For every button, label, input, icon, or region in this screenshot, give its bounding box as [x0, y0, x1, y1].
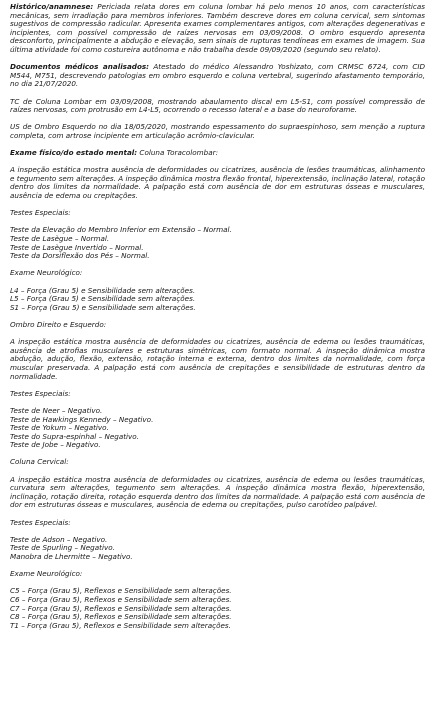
list-item: Teste de Adson – Negativo. — [10, 534, 108, 544]
cervical-testes-label: Testes Especiais: — [10, 517, 71, 527]
ombro-testes-label: Testes Especiais: — [10, 388, 71, 398]
list-item: T1 – Força (Grau 5), Reflexos e Sensibilidade sem alterações. — [10, 620, 231, 630]
ombro-title: Ombro Direito e Esquerdo: — [10, 319, 107, 329]
ombro-inspecao: A inspeção estática mostra ausência de deformidades ou cicatrizes, ausência de edema ou lesões traumáticas, ausência de atrofias musculares e estruturas simétricas, com formato normal. A inspeção dinâmica mostra abdução, adução, flexão, extensão, rotação interna e externa, dentro dos limites da normalidade, com força muscular preservada. A palpação está com ausência de crepitações e sensibilidade de estruturas dentro da normalidade. — [10, 337, 425, 381]
exame-text: Coluna Toracolombar: — [137, 148, 218, 158]
historico-paragraph — [10, 3, 425, 55]
list-item: Teste de Hawkings Kennedy – Negativo. — [10, 414, 154, 424]
list-item: L5 – Força (Grau 5) e Sensibilidade sem alterações. — [10, 294, 196, 304]
list-item: S1 – Força (Grau 5) e Sensibilidade sem alterações. — [10, 302, 196, 312]
list-item: Teste da Elevação do Membro Inferior em Extensão – Normal. — [10, 225, 232, 235]
us-paragraph: US de Ombro Esquerdo no dia 18/05/2020, mostrando espessamento do supraespinhoso, sem menção a ruptura completa, com artrose incipiente em articulação acrômio-clavicular. — [10, 122, 425, 140]
historico-text: Periciada relata dores em coluna lombar há pelo menos 10 anos, com características mecânicas, sem irradiação para membros inferiores. Também descreve dores em coluna cervical, sem sintomas sugestivos de compressão radicular. Apresenta exames complementares antigos, com alterações degenerativas e incipientes, com possível compressão de raízes nervosas em 03/09/2008. O ombro esquerdo apresenta desconforto, principalmente a abdução e elevação, sem sinais de rupturas tendíneas em exames de imagem. Sua última atividade foi como costureira autônoma e não trabalha desde 09/09/2020 (segundo seu relato). — [10, 2, 425, 54]
list-item: C7 – Força (Grau 5), Reflexos e Sensibilidade sem alterações. — [10, 603, 232, 613]
list-item: Manobra de Lhermitte – Negativo. — [10, 552, 133, 561]
list-item: Teste de Lasègue Invertido – Normal. — [10, 242, 144, 252]
list-item: Teste de Lasègue – Normal. — [10, 234, 110, 244]
list-item: Teste de Neer – Negativo. — [10, 405, 103, 415]
list-item: C8 – Força (Grau 5), Reflexos e Sensibilidade sem alterações. — [10, 612, 232, 622]
list-item: Teste do Supra-espinhal – Negativo. — [10, 431, 139, 441]
toracolombar-inspecao: A inspeção estática mostra ausência de deformidades ou cicatrizes, ausência de lesões traumáticas, alinhamento e tegumento sem alterações. A inspeção dinâmica mostra flexão frontal, hiperextensão, inclinação lateral, rotação dentro dos limites da normalidade. A palpação está com ausência de dor em estruturas ósseas e musculares, ausência de edema ou crepitações. — [10, 165, 425, 201]
list-item: Teste da Dorsiflexão dos Pés – Normal. — [10, 251, 150, 261]
tc-paragraph: TC de Coluna Lombar em 03/09/2008, mostrando abaulamento discal em L5-S1, com possível compressão de raízes nervosas, com protrusão em L4-L5, ocorrendo o recesso lateral e a base do neuroforame. — [10, 96, 425, 115]
toracolombar-testes-label: Testes Especiais: — [10, 208, 71, 218]
documentos-label: Documentos médicos analisados: — [10, 62, 150, 72]
list-item: C6 – Força (Grau 5), Reflexos e Sensibilidade sem alterações. — [10, 594, 232, 604]
cervical-neuro-label: Exame Neurológico: — [10, 569, 83, 579]
exame-heading — [10, 149, 425, 158]
list-item: L4 – Força (Grau 5) e Sensibilidade sem alterações. — [10, 285, 196, 295]
exame-label: Exame físico/do estado mental: — [10, 148, 138, 158]
list-item: Teste de Jobe – Negativo. — [10, 440, 101, 450]
list-item: C5 – Força (Grau 5), Reflexos e Sensibilidade sem alterações. — [10, 586, 232, 596]
documentos-text: Atestado do médico Alessandro Yoshizato, com CRMSC 6724, com CID M544, M751, descrevendo patologias em ombro esquerdo e coluna vertebral, sugerindo afastamento temporário, no dia 21/07/2020. — [10, 62, 425, 89]
cervical-title: Coluna Cervical: — [10, 457, 69, 467]
cervical-inspecao: A inspeção estática mostra ausência de deformidades ou cicatrizes, ausência de edema ou lesões traumáticas, curvatura sem alterações, tegumento sem alterações. A inspeção dinâmica mostra flexão, hiperextensão, inclinação, rotação direita, rotação esquerda dentro dos limites da normalidade. A palpação está com ausência de dor em estruturas ósseas e musculares, ausência de edema ou crepitações, pulso carotídeo palpável. — [10, 474, 425, 510]
historico-label: Histórico/anamnese: — [10, 2, 94, 11]
documentos-paragraph — [10, 63, 425, 89]
list-item: Teste de Yokum – Negativo. — [10, 423, 109, 433]
toracolombar-neuro-label: Exame Neurológico: — [10, 268, 83, 278]
list-item: Teste de Spurling – Negativo. — [10, 543, 115, 553]
